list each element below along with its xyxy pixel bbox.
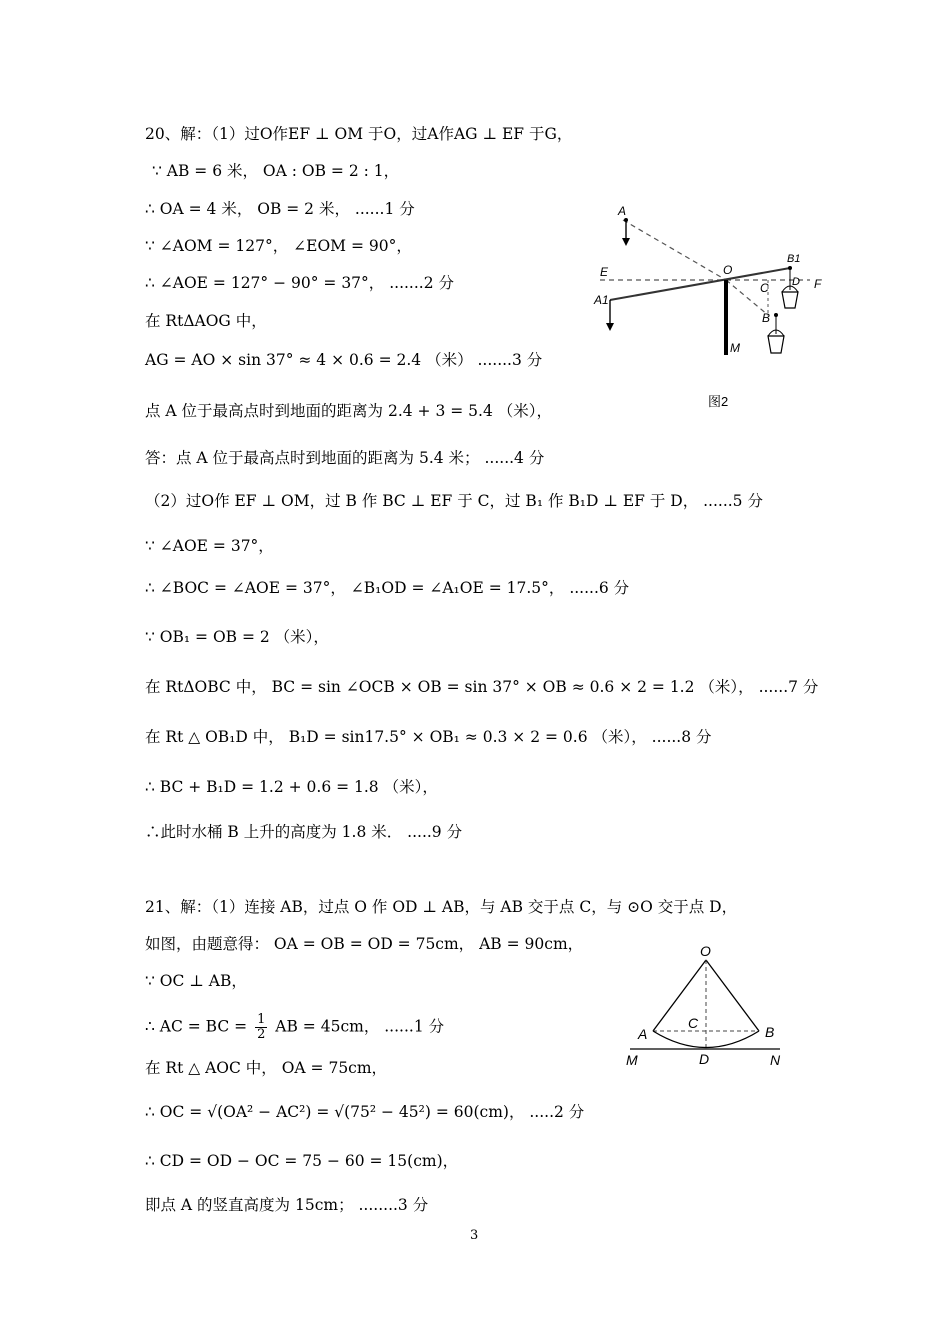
p20-line-8: 点 A 位于最高点时到地面的距离为 2.4 + 3 = 5.4 （米），	[145, 402, 552, 420]
figure-2-diagram	[590, 200, 830, 415]
fig2-label-o: O	[723, 263, 733, 277]
p21-line-1: 21、解：（1）连接 AB，过点 O 作 OD ⊥ AB，与 AB 交于点 C，与 ⊙O 交于点 D，	[145, 898, 738, 916]
fig2-label-f: F	[814, 277, 822, 291]
p21-line-4-right: AB = 45cm， ......1 分	[275, 1017, 445, 1036]
fig2-label-b1: B1	[787, 253, 801, 265]
p20-line-4: ∵ ∠AOM = 127°， ∠EOM = 90°，	[145, 237, 412, 255]
p21-line-4-left: ∴ AC = BC =	[145, 1017, 248, 1036]
p20-line-9: 答：点 A 位于最高点时到地面的距离为 5.4 米； ......4 分	[145, 449, 545, 467]
fig2-label-a: A	[618, 204, 627, 218]
p20-line-10: （2）过O作 EF ⊥ OM，过 B 作 BC ⊥ EF 于 C，过 B₁ 作 B₁D ⊥ EF 于 D， ......5 分	[145, 492, 763, 510]
fig2-label-b: B	[762, 311, 771, 325]
fraction-denominator: 2	[257, 1027, 266, 1042]
p20-line-11: ∵ ∠AOE = 37°，	[145, 537, 274, 555]
p20-line-3: ∴ OA = 4 米， OB = 2 米， ......1 分	[145, 200, 415, 218]
p20-line-17: ∴此时水桶 B 上升的高度为 1.8 米． .....9 分	[145, 823, 463, 841]
p20-line-12: ∴ ∠BOC = ∠AOE = 37°， ∠B₁OD = ∠A₁OE = 17.5°， ......6 分	[145, 579, 630, 597]
fig21-label-a: A	[638, 1026, 648, 1042]
fraction-numerator: 1	[257, 1012, 266, 1027]
p21-line-8: 即点 A 的竖直高度为 15cm； ........3 分	[145, 1196, 429, 1214]
fig2-label-e: E	[600, 265, 609, 279]
fig21-label-d: D	[699, 1051, 710, 1067]
fig2-label-a1: A1	[594, 293, 609, 307]
fig2-label-d: D	[792, 276, 800, 288]
p21-line-6: ∴ OC = √(OA² − AC²) = √(75² − 45²) = 60(cm)， .....2 分	[145, 1103, 585, 1121]
p21-line-3: ∵ OC ⊥ AB，	[145, 972, 247, 990]
fig2-label-c: C	[760, 281, 769, 295]
p20-line-5: ∴ ∠AOE = 127° − 90° = 37°， .......2 分	[145, 274, 455, 292]
p20-line-6: 在 RtΔAOG 中，	[145, 312, 267, 330]
fig21-label-m: M	[626, 1052, 638, 1068]
p21-line-5: 在 Rt △ AOC 中， OA = 75cm，	[145, 1059, 388, 1077]
fig21-label-n: N	[770, 1052, 781, 1068]
fraction-half	[255, 1013, 267, 1042]
fig21-label-o: O	[700, 943, 711, 959]
p20-line-14: 在 RtΔOBC 中， BC = sin ∠OCB × OB = sin 37° × OB ≈ 0.6 × 2 = 1.2 （米）， ......7 分	[145, 678, 819, 696]
fig2-caption: 图2	[708, 394, 729, 409]
p21-line-7: ∴ CD = OD − OC = 75 − 60 = 15(cm)，	[145, 1152, 459, 1170]
fig21-label-c: C	[688, 1015, 699, 1031]
fig21-label-b: B	[765, 1024, 775, 1040]
figure-21-diagram	[620, 938, 795, 1073]
p20-line-7: AG = AO × sin 37° ≈ 4 × 0.6 = 2.4 （米） .......3 分	[145, 351, 543, 369]
p20-line-2: ∵ AB = 6 米， OA : OB = 2 : 1，	[152, 162, 400, 180]
p20-line-13: ∵ OB₁ = OB = 2 （米），	[145, 628, 329, 646]
p20-line-16: ∴ BC + B₁D = 1.2 + 0.6 = 1.8 （米），	[145, 778, 438, 796]
p21-line-2: 如图，由题意得： OA = OB = OD = 75cm， AB = 90cm，	[145, 935, 584, 953]
p20-line-15: 在 Rt △ OB₁D 中， B₁D = sin17.5° × OB₁ ≈ 0.3 × 2 = 0.6 （米）， ......8 分	[145, 728, 712, 746]
page-number: 3	[470, 1228, 479, 1243]
fig2-label-m: M	[730, 341, 740, 355]
p21-line-4	[145, 1013, 444, 1042]
p20-line-1: 20、解：（1）过O作EF ⊥ OM 于O，过A作AG ⊥ EF 于G，	[145, 125, 573, 143]
